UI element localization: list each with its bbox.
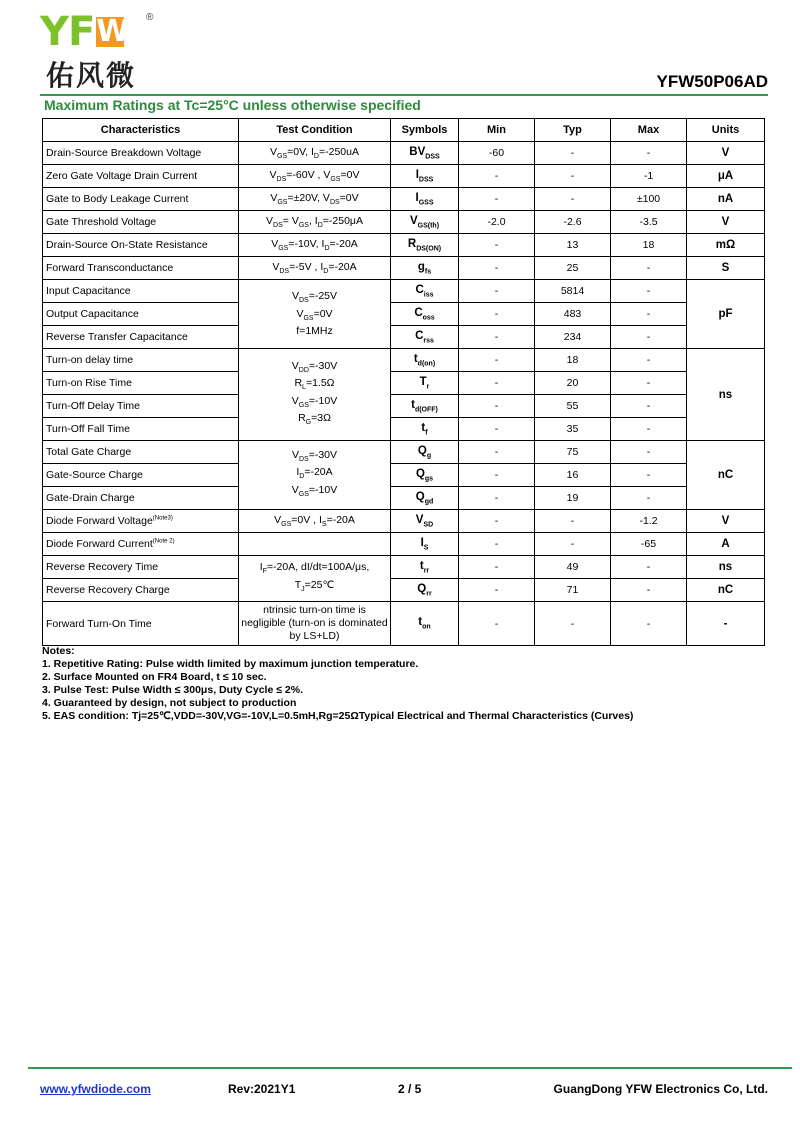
- min-value: -: [459, 464, 535, 487]
- unit: -: [687, 602, 765, 646]
- logo-box-letter: W: [96, 14, 129, 49]
- max-value: -: [611, 556, 687, 579]
- table-row: [43, 165, 765, 188]
- max-value: -: [611, 464, 687, 487]
- typ-value: 71: [535, 579, 611, 602]
- typ-value: 13: [535, 234, 611, 257]
- characteristic: Turn-Off Delay Time: [43, 395, 239, 418]
- section-title: Maximum Ratings at Tc=25°C unless otherwise specified: [44, 97, 421, 113]
- min-value: -: [459, 487, 535, 510]
- symbol: $I_{GSS}$: [391, 188, 459, 211]
- table-row: [43, 418, 765, 441]
- min-value: -: [459, 418, 535, 441]
- test-condition: $V_{GS}=-10V$, $I_D=-20A$: [239, 234, 391, 257]
- test-condition: $V_{DS}=-60V$ , $V_{GS}=0V$: [239, 165, 391, 188]
- symbol: $Q_g$: [391, 441, 459, 464]
- characteristic: Gate to Body Leakage Current: [43, 188, 239, 211]
- column-header: Characteristics: [43, 119, 239, 142]
- table-row: [43, 326, 765, 349]
- footer-divider: [28, 1067, 792, 1069]
- typ-value: 20: [535, 372, 611, 395]
- unit: V: [687, 211, 765, 234]
- table-row: [43, 395, 765, 418]
- typ-value: 5814: [535, 280, 611, 303]
- website-link[interactable]: www.yfwdiode.com: [40, 1082, 151, 1096]
- max-value: -: [611, 579, 687, 602]
- column-header: Max: [611, 119, 687, 142]
- min-value: -: [459, 395, 535, 418]
- characteristic: Forward Transconductance: [43, 257, 239, 280]
- symbol: $C_{iss}$: [391, 280, 459, 303]
- unit: pF: [687, 280, 765, 349]
- unit: ns: [687, 349, 765, 441]
- max-value: -: [611, 487, 687, 510]
- typ-value: -: [535, 188, 611, 211]
- typ-value: 25: [535, 257, 611, 280]
- symbol: $t_{rr}$: [391, 556, 459, 579]
- characteristic: Drain-Source Breakdown Voltage: [43, 142, 239, 165]
- min-value: -: [459, 165, 535, 188]
- typ-value: -: [535, 165, 611, 188]
- symbol: $V_{SD}$: [391, 510, 459, 533]
- min-value: -: [459, 602, 535, 646]
- max-value: ±100: [611, 188, 687, 211]
- test-condition: $V_{DS}=-30V$ $I_D=-20A$ $V_{GS}=-10V$: [239, 441, 391, 510]
- max-value: -: [611, 280, 687, 303]
- column-header: Test Condition: [239, 119, 391, 142]
- unit: nC: [687, 579, 765, 602]
- table-row: [43, 533, 765, 556]
- test-condition: [239, 533, 391, 556]
- max-value: -3.5: [611, 211, 687, 234]
- min-value: -: [459, 280, 535, 303]
- characteristic: Input Capacitance: [43, 280, 239, 303]
- typ-value: 16: [535, 464, 611, 487]
- column-header: Min: [459, 119, 535, 142]
- registered-mark: ®: [146, 12, 154, 23]
- part-number: YFW50P06AD: [656, 72, 768, 91]
- symbol: $R_{DS(ON)}$: [391, 234, 459, 257]
- test-condition: $V_{DS}= V_{GS}$, $I_D=-250\mu A$: [239, 211, 391, 234]
- min-value: -60: [459, 142, 535, 165]
- typ-value: -: [535, 510, 611, 533]
- min-value: -: [459, 556, 535, 579]
- min-value: -: [459, 326, 535, 349]
- characteristic: Turn-on delay time: [43, 349, 239, 372]
- max-value: -: [611, 395, 687, 418]
- characteristic: Reverse Transfer Capacitance: [43, 326, 239, 349]
- test-condition: $V_{GS}=0V$, $I_D=-250uA$: [239, 142, 391, 165]
- characteristic: Output Capacitance: [43, 303, 239, 326]
- test-condition: ntrinsic turn-on time is negligible (turn-on is dominated by LS+LD): [239, 602, 391, 646]
- unit: mΩ: [687, 234, 765, 257]
- typ-value: 18: [535, 349, 611, 372]
- max-value: -: [611, 418, 687, 441]
- characteristic: Turn-on Rise Time: [43, 372, 239, 395]
- characteristic: Gate Threshold Voltage: [43, 211, 239, 234]
- characteristic: Diode Forward Voltage$^{(Note3)}$: [43, 510, 239, 533]
- note-item: 3. Pulse Test: Pulse Width ≤ 300μs, Duty Cycle ≤ 2%.: [42, 684, 303, 696]
- table-row: [43, 510, 765, 533]
- table-row: [43, 556, 765, 579]
- ratings-table: [42, 118, 765, 646]
- min-value: -2.0: [459, 211, 535, 234]
- min-value: -: [459, 533, 535, 556]
- characteristic: Gate-Drain Charge: [43, 487, 239, 510]
- characteristic: Reverse Recovery Charge: [43, 579, 239, 602]
- table-row: [43, 234, 765, 257]
- max-value: -: [611, 257, 687, 280]
- table-row: [43, 372, 765, 395]
- company-logo: [40, 9, 160, 92]
- characteristic: Zero Gate Voltage Drain Current: [43, 165, 239, 188]
- table-row: [43, 280, 765, 303]
- min-value: -: [459, 372, 535, 395]
- typ-value: 55: [535, 395, 611, 418]
- symbol: $BV_{DSS}$: [391, 142, 459, 165]
- typ-value: 35: [535, 418, 611, 441]
- typ-value: 234: [535, 326, 611, 349]
- company-name: GuangDong YFW Electronics Co, Ltd.: [553, 1082, 768, 1096]
- note-item: 5. EAS condition: Tj=25℃,VDD=-30V,VG=-10V,L=0.5mH,Rg=25ΩTypical Electrical and Thermal Characteristics (Curves): [42, 710, 634, 722]
- unit: μA: [687, 165, 765, 188]
- table-row: [43, 142, 765, 165]
- max-value: -: [611, 441, 687, 464]
- symbol: $g_{fs}$: [391, 257, 459, 280]
- test-condition: $V_{DD}=-30V$ $R_L=1.5\Omega$ $V_{GS}=-10V$ $R_G=3\Omega$: [239, 349, 391, 441]
- typ-value: 19: [535, 487, 611, 510]
- unit: nA: [687, 188, 765, 211]
- table-row: [43, 579, 765, 602]
- typ-value: 483: [535, 303, 611, 326]
- test-condition: $V_{DS}=-5V$ , $I_D=-20A$: [239, 257, 391, 280]
- max-value: -65: [611, 533, 687, 556]
- table-row: [43, 188, 765, 211]
- notes-title: Notes:: [42, 645, 75, 657]
- min-value: -: [459, 257, 535, 280]
- table-row: [43, 211, 765, 234]
- symbol: $V_{GS(th)}$: [391, 211, 459, 234]
- column-header: Typ: [535, 119, 611, 142]
- unit: V: [687, 142, 765, 165]
- characteristic: Forward Turn-On Time: [43, 602, 239, 646]
- revision: Rev:2021Y1: [228, 1082, 296, 1096]
- note-item: 4. Guaranteed by design, not subject to production: [42, 697, 297, 709]
- column-header: Symbols: [391, 119, 459, 142]
- max-value: -: [611, 372, 687, 395]
- symbol: $t_{d(OFF)}$: [391, 395, 459, 418]
- table-header-row: [43, 119, 765, 142]
- test-condition: $I_F=-20A$, dI/dt=100A/μs, $T_J=25℃$: [239, 556, 391, 602]
- logo-chinese-name: 佑风微: [46, 59, 137, 92]
- max-value: 18: [611, 234, 687, 257]
- unit: nC: [687, 441, 765, 510]
- column-header: Units: [687, 119, 765, 142]
- characteristic: Turn-Off Fall Time: [43, 418, 239, 441]
- note-item: 2. Surface Mounted on FR4 Board, t ≤ 10 sec.: [42, 671, 267, 683]
- symbol: $Q_{gs}$: [391, 464, 459, 487]
- max-value: -: [611, 142, 687, 165]
- unit: S: [687, 257, 765, 280]
- unit: ns: [687, 556, 765, 579]
- symbol: $t_{d(on)}$: [391, 349, 459, 372]
- table-row: [43, 349, 765, 372]
- page-number: 2 / 5: [398, 1082, 422, 1096]
- notes-section: [42, 645, 633, 723]
- characteristic: Diode Forward Current$^{(Note 2)}$: [43, 533, 239, 556]
- symbol: $Q_{gd}$: [391, 487, 459, 510]
- symbol: $t_{on}$: [391, 602, 459, 646]
- min-value: -: [459, 188, 535, 211]
- unit: V: [687, 510, 765, 533]
- symbol: $C_{oss}$: [391, 303, 459, 326]
- symbol: $t_f$: [391, 418, 459, 441]
- characteristic: Total Gate Charge: [43, 441, 239, 464]
- typ-value: 49: [535, 556, 611, 579]
- typ-value: -: [535, 602, 611, 646]
- max-value: -1: [611, 165, 687, 188]
- characteristic: Gate-Source Charge: [43, 464, 239, 487]
- min-value: -: [459, 441, 535, 464]
- max-value: -1.2: [611, 510, 687, 533]
- max-value: -: [611, 349, 687, 372]
- typ-value: -: [535, 533, 611, 556]
- test-condition: $V_{DS}=-25V$ $V_{GS}=0V$ f=1MHz: [239, 280, 391, 349]
- symbol: $I_{DSS}$: [391, 165, 459, 188]
- min-value: -: [459, 510, 535, 533]
- max-value: -: [611, 602, 687, 646]
- table-row: [43, 441, 765, 464]
- typ-value: -2.6: [535, 211, 611, 234]
- header-divider: [40, 94, 768, 96]
- min-value: -: [459, 349, 535, 372]
- characteristic: Drain-Source On-State Resistance: [43, 234, 239, 257]
- logo-letters: YFW: [40, 9, 129, 55]
- test-condition: $V_{GS}=\pm 20V$, $V_{DS}=0V$: [239, 188, 391, 211]
- symbol: $Q_{rr}$: [391, 579, 459, 602]
- test-condition: $V_{GS}=0V$ , $I_S=-20A$: [239, 510, 391, 533]
- min-value: -: [459, 579, 535, 602]
- unit: A: [687, 533, 765, 556]
- table-row: [43, 257, 765, 280]
- max-value: -: [611, 326, 687, 349]
- characteristic: Reverse Recovery Time: [43, 556, 239, 579]
- max-value: -: [611, 303, 687, 326]
- min-value: -: [459, 234, 535, 257]
- symbol: $I_S$: [391, 533, 459, 556]
- typ-value: -: [535, 142, 611, 165]
- note-item: 1. Repetitive Rating: Pulse width limited by maximum junction temperature.: [42, 658, 419, 670]
- table-row: [43, 303, 765, 326]
- table-row: [43, 487, 765, 510]
- min-value: -: [459, 303, 535, 326]
- symbol: $C_{rss}$: [391, 326, 459, 349]
- table-row: [43, 464, 765, 487]
- table-row: [43, 602, 765, 646]
- symbol: $T_r$: [391, 372, 459, 395]
- typ-value: 75: [535, 441, 611, 464]
